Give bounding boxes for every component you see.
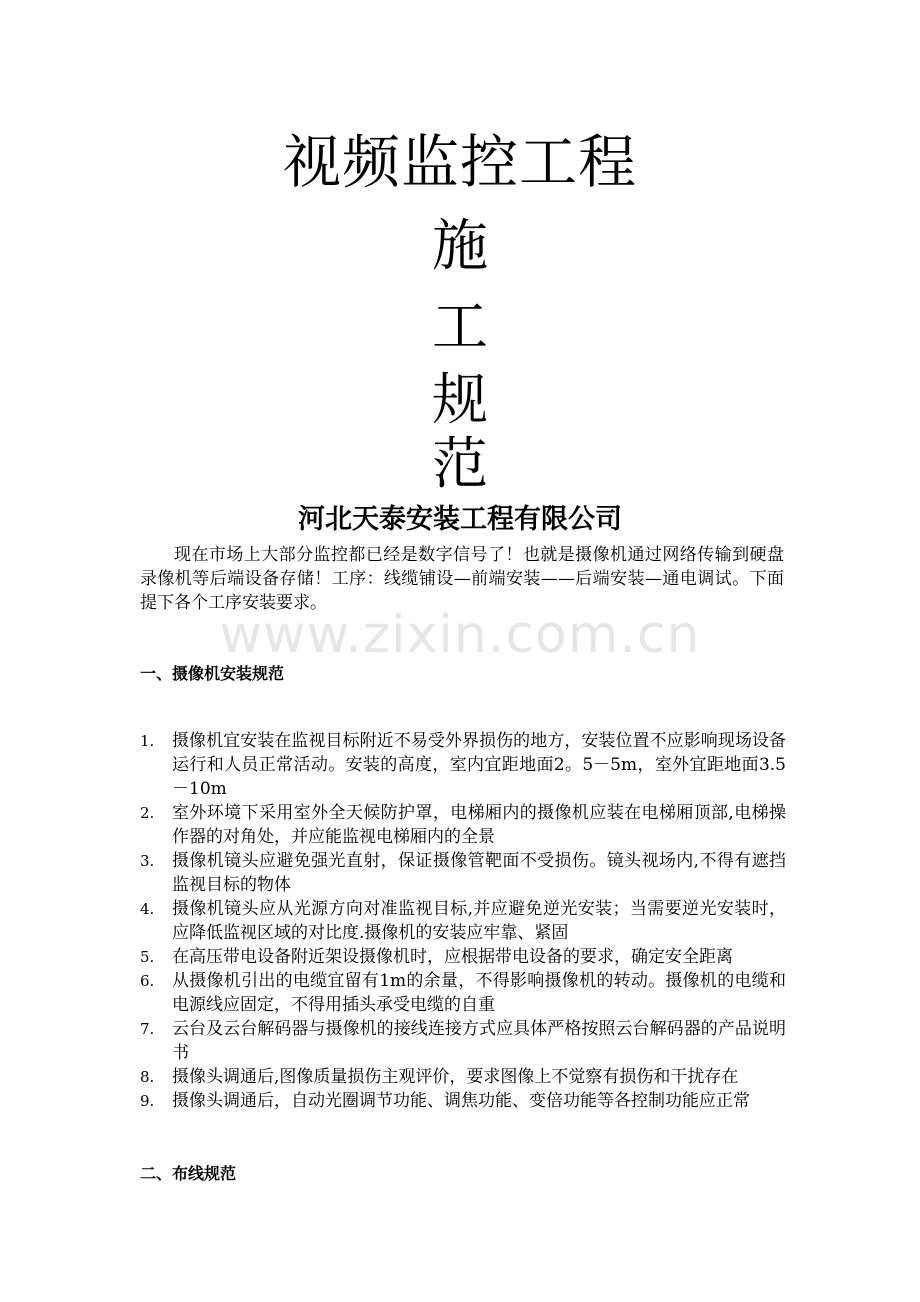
list-item-text: 摄像机镜头应从光源方向对准监视目标,并应避免逆光安装；当需要逆光安装时，应降低监视区域的对比度.摄像机的安装应牢靠、紧固 (172, 899, 786, 943)
section-heading-wiring: 二、布线规范 (140, 1164, 237, 1183)
list-item-text: 室外环境下采用室外全天候防护罩，电梯厢内的摄像机应装在电梯厢顶部,电梯操作器的对角处，并应能监视电梯厢内的全景 (172, 803, 786, 847)
list-item (140, 849, 786, 897)
title-char-1: 施 (432, 214, 488, 279)
camera-spec-list (140, 729, 786, 1113)
list-item (140, 801, 786, 849)
list-item (140, 1089, 786, 1113)
intro-paragraph: 现在市场上大部分监控都已经是数字信号了！也就是摄像机通过网络传输到硬盘录像机等后端设备存储！工序：线缆铺设—前端安装——后端安装—通电调试。下面提下各个工序安装要求。 (140, 545, 784, 613)
document-title: 视频监控工程 (282, 128, 637, 196)
list-item (140, 1065, 786, 1089)
list-item-text: 从摄像机引出的电缆宜留有1m的余量，不得影响摄像机的转动。摄像机的电缆和电源线应固定，不得用插头承受电缆的自重 (172, 971, 786, 1015)
list-item-text: 摄像机镜头应避免强光直射，保证摄像管靶面不受损伤。镜头视场内,不得有遮挡监视目标的物体 (172, 851, 786, 895)
list-item-number: 3. (140, 852, 155, 870)
title-char-2: 工 (432, 295, 488, 360)
list-item (140, 945, 786, 969)
title-char-3: 规 (432, 368, 488, 433)
title-char-4: 范 (432, 432, 488, 497)
list-item (140, 897, 786, 945)
company-name: 河北天泰安装工程有限公司 (298, 504, 622, 535)
list-item (140, 1017, 786, 1065)
watermark: www.zixin.com.cn (219, 605, 701, 665)
list-item (140, 969, 786, 1017)
list-item-text: 云台及云台解码器与摄像机的接线连接方式应具体严格按照云台解码器的产品说明书 (172, 1019, 786, 1063)
list-item-text: 在高压带电设备附近架设摄像机时，应根据带电设备的要求，确定安全距离 (172, 947, 733, 967)
list-item-number: 6. (140, 972, 155, 990)
list-item-number: 8. (140, 1068, 155, 1086)
list-item-text: 摄像机宜安装在监视目标附近不易受外界损伤的地方，安装位置不应影响现场设备运行和人员正常活动。安装的高度，室内宜距地面2。5－5m，室外宜距地面3.5－10m (172, 731, 786, 799)
list-item-number: 9. (140, 1092, 155, 1110)
list-item-number: 2. (140, 804, 155, 822)
section-heading-camera: 一、摄像机安装规范 (140, 664, 285, 683)
list-item-number: 4. (140, 900, 155, 918)
list-item-number: 7. (140, 1020, 155, 1038)
list-item-number: 1. (140, 732, 155, 750)
list-item-number: 5. (140, 948, 155, 966)
list-item (140, 729, 786, 801)
list-item-text: 摄像头调通后,图像质量损伤主观评价，要求图像上不觉察有损伤和干扰存在 (172, 1067, 739, 1087)
list-item-text: 摄像头调通后，自动光圈调节功能、调焦功能、变倍功能等各控制功能应正常 (172, 1091, 750, 1111)
